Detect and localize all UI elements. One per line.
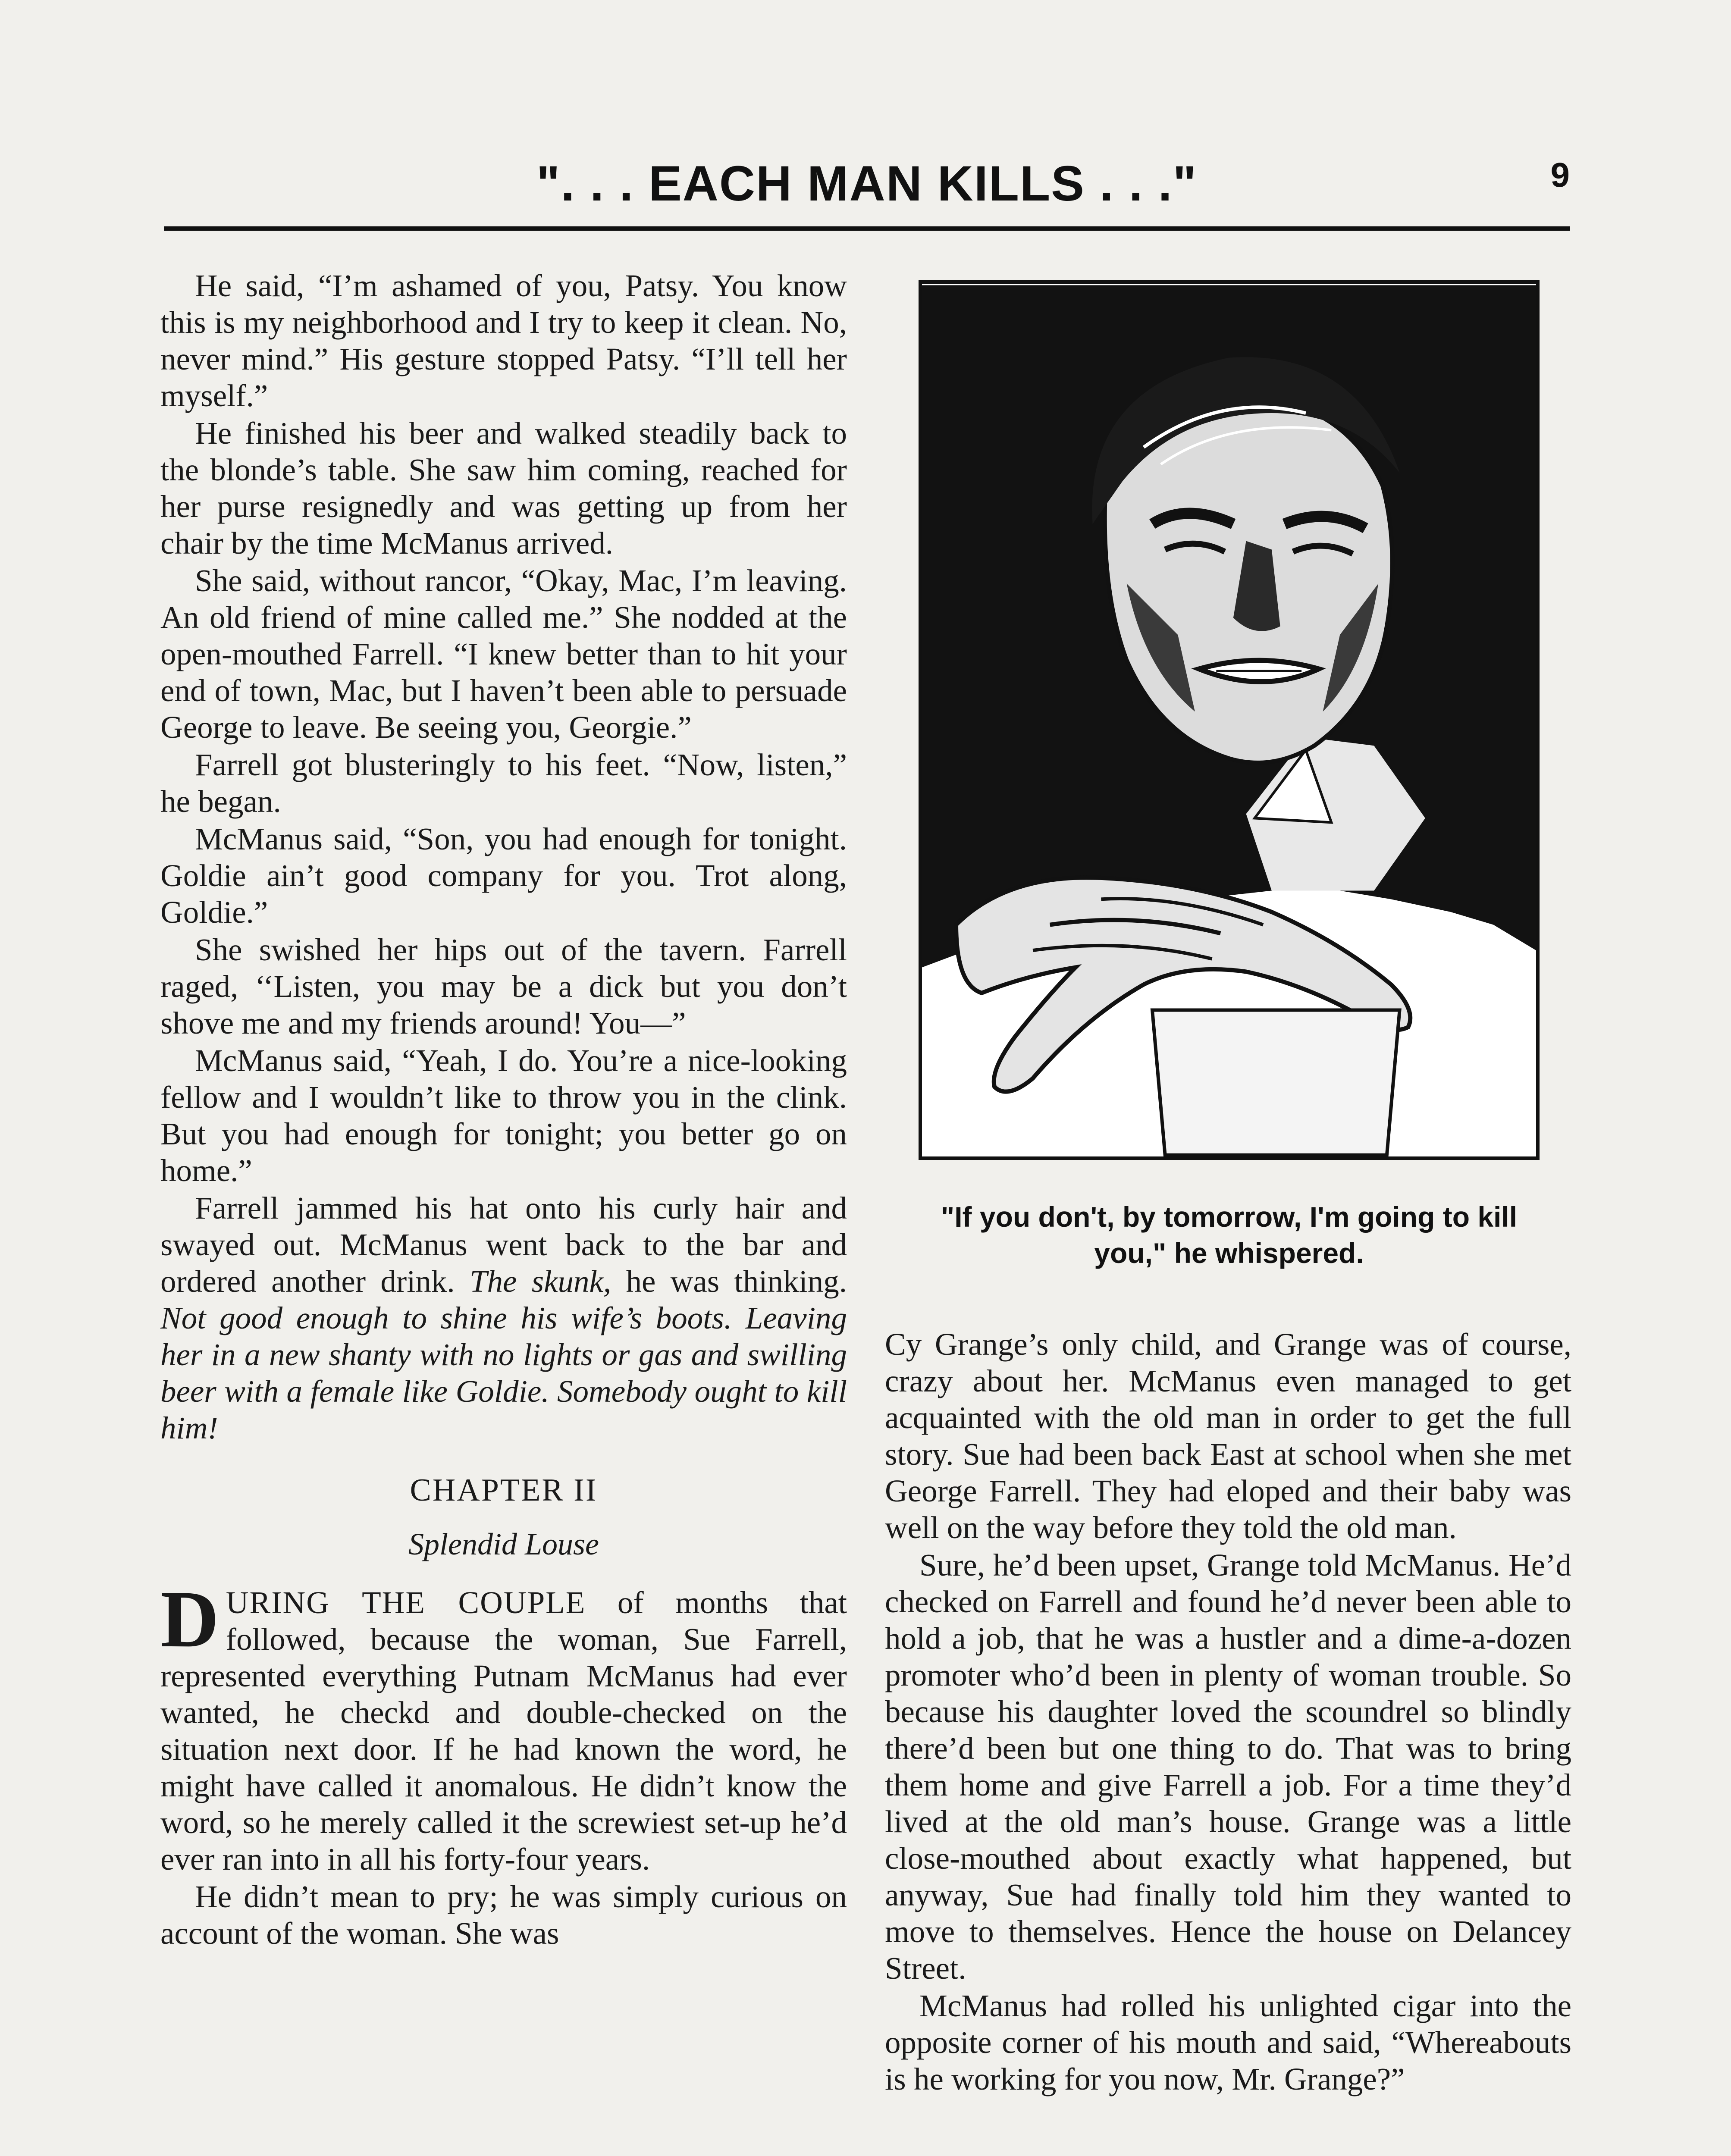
paragraph-text: Farrell jammed his hat onto his curly hair and swayed out. McManus went back to the bar and ordered another drink. bbox=[160, 1191, 847, 1299]
italic-thought: Not good enough to shine his wife’s boots. Leaving her in a new shanty with no lights or gas and swilling beer with a female like Goldie. Somebody ought to kill him! bbox=[160, 1300, 847, 1445]
paragraph: He finished his beer and walked steadily back to the blonde’s table. She saw him coming, reached for her purse resignedly and was getting up from her chair by the time McManus arrived. bbox=[160, 416, 847, 561]
paragraph: He didn’t mean to pry; he was simply curious on account of the woman. She was bbox=[160, 1879, 847, 1951]
left-column bbox=[160, 267, 847, 1952]
man-portrait-illustration bbox=[922, 284, 1536, 1156]
paragraph: McManus said, “Son, you had enough for tonight. Goldie ain’t good company for you. Trot along, Goldie.” bbox=[160, 821, 847, 930]
page-title: ". . . EACH MAN KILLS . . ." bbox=[536, 156, 1198, 211]
paragraph: He said, “I’m ashamed of you, Patsy. You know this is my neighborhood and I try to keep it clean. No, never mind.” His gesture stopped Patsy. “I’ll tell her myself.” bbox=[160, 268, 847, 413]
paragraph-text: he was thinking. bbox=[626, 1264, 847, 1299]
chapter-subtitle: Splendid Louse bbox=[408, 1527, 599, 1561]
dropcap-paragraph bbox=[160, 1574, 847, 1877]
illustration-caption: "If you don't, by tomorrow, I'm going to kill you," he whispered. bbox=[941, 1201, 1518, 1269]
paragraph: Cy Grange’s only child, and Grange was of course, crazy about her. McManus even managed to get acquainted with the old man in order to get the full story. Sue had been back East at school when she met George Farrell. They had eloped and their baby was well on the way before they told the old man. bbox=[885, 1327, 1571, 1545]
italic-thought: The skunk, bbox=[469, 1264, 611, 1299]
paragraph: She swished her hips out of the tavern. Farrell raged, ‘‘Listen, you may be a dick but you don’t shove me and my friends around! You—” bbox=[160, 932, 847, 1040]
paragraph-farrell bbox=[160, 1190, 847, 1446]
paragraph: Farrell got blusteringly to his feet. “Now, listen,” he began. bbox=[160, 747, 847, 819]
paragraph: She said, without rancor, “Okay, Mac, I’m leaving. An old friend of mine called me.” She nodded at the open-mouthed Farrell. “I knew better than to hit your end of town, Mac, but I haven’t been able to persuade George to leave. Be seeing you, Georgie.” bbox=[160, 563, 847, 745]
lead-caps: URING THE COUPLE bbox=[226, 1585, 586, 1620]
drop-cap: D bbox=[160, 1574, 219, 1664]
paragraph: Sure, he’d been upset, Grange told McManus. He’d checked on Farrell and found he’d never been able to hold a job, that he was a hustler and a dime-a-dozen promoter who’d been in plenty of woman trouble. So because his daughter loved the scoundrel so blindly there’d been but one thing to do. That was to bring them home and give Farrell a job. For a time they’d lived at the old man’s house. Grange was a little close-mouthed about exactly what happened, but anyway, Sue had finally told him they wanted to move to themselves. Hence the house on Delancey Street. bbox=[885, 1548, 1571, 1986]
illustration bbox=[919, 280, 1540, 1160]
right-column bbox=[885, 1326, 1571, 2098]
paragraph: McManus had rolled his unlighted cigar into the opposite corner of his mouth and said, “Whereabouts is he working for you now, Mr. Grange?” bbox=[885, 1988, 1571, 2096]
page-number: 9 bbox=[1550, 156, 1570, 194]
paragraph-text: of months that followed, because the woman, Sue Farrell, represented everything Putnam McManus had ever wanted, he checkd and double-checked on the situation next door. If he had known the word, he might have called it anomalous. He didn’t know the word, so he merely called it the screwiest set-up he’d ever ran into in all his forty-four years. bbox=[160, 1585, 847, 1877]
paragraph: McManus said, “Yeah, I do. You’re a nice-looking fellow and I wouldn’t like to throw you in the clink. But you had enough for tonight; you better go on home.” bbox=[160, 1043, 847, 1188]
chapter-title: CHAPTER II bbox=[410, 1473, 598, 1508]
page-header bbox=[164, 147, 1570, 233]
header-rule bbox=[164, 226, 1570, 231]
